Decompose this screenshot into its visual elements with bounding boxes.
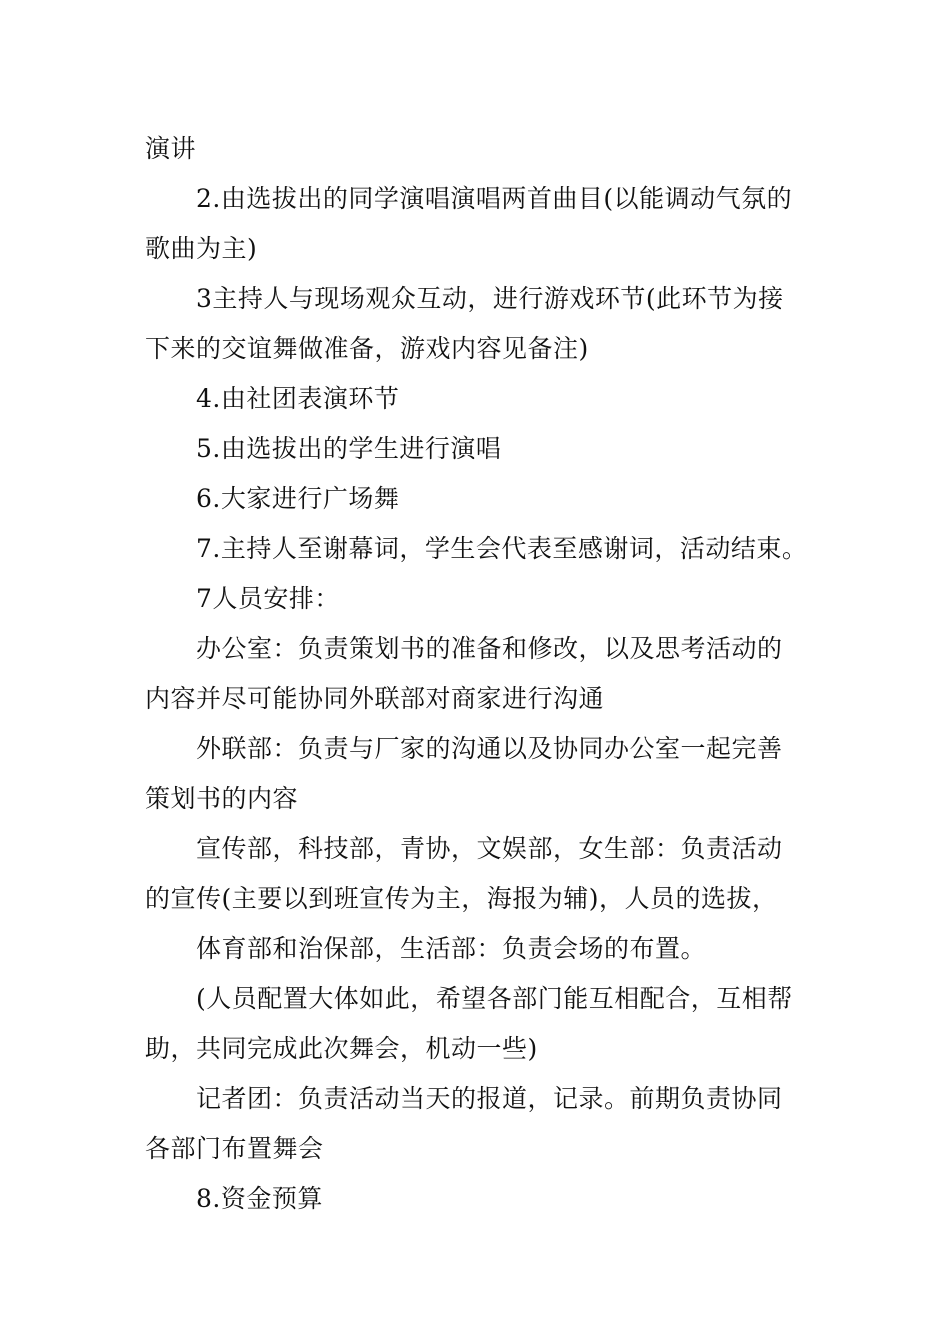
text-line: 的宣传(主要以到班宣传为主，海报为辅)，人员的选拔， — [145, 884, 778, 913]
text-line: 8.资金预算 — [196, 1184, 323, 1213]
text-line: 下来的交谊舞做准备，游戏内容见备注) — [145, 334, 589, 363]
text-line: 6.大家进行广场舞 — [196, 484, 400, 513]
text-line: 歌曲为主) — [145, 234, 258, 263]
text-line: 演讲 — [145, 134, 197, 163]
text-line: 记者团：负责活动当天的报道，记录。前期负责协同 — [196, 1084, 783, 1113]
text-line: 外联部：负责与厂家的沟通以及协同办公室一起完善 — [196, 734, 783, 763]
text-line: 办公室：负责策划书的准备和修改，以及思考活动的 — [196, 634, 783, 663]
text-line: (人员配置大体如此，希望各部门能互相配合，互相帮 — [196, 984, 793, 1013]
text-line: 5.由选拔出的学生进行演唱 — [196, 434, 502, 463]
text-line: 策划书的内容 — [145, 784, 299, 813]
text-line: 内容并尽可能协同外联部对商家进行沟通 — [145, 684, 605, 713]
text-line: 7人员安排： — [196, 584, 340, 613]
text-line: 助，共同完成此次舞会，机动一些) — [145, 1034, 538, 1063]
text-line: 7.主持人至谢幕词，学生会代表至感谢词，活动结束。 — [196, 534, 808, 563]
text-line: 2.由选拔出的同学演唱演唱两首曲目(以能调动气氛的 — [196, 184, 793, 213]
text-line: 宣传部，科技部，青协，文娱部，女生部：负责活动 — [196, 834, 783, 863]
text-line: 各部门布置舞会 — [145, 1134, 324, 1163]
text-line: 4.由社团表演环节 — [196, 384, 400, 413]
text-line: 3主持人与现场观众互动，进行游戏环节(此环节为接 — [196, 284, 784, 313]
text-line: 体育部和治保部，生活部：负责会场的布置。 — [196, 934, 707, 963]
